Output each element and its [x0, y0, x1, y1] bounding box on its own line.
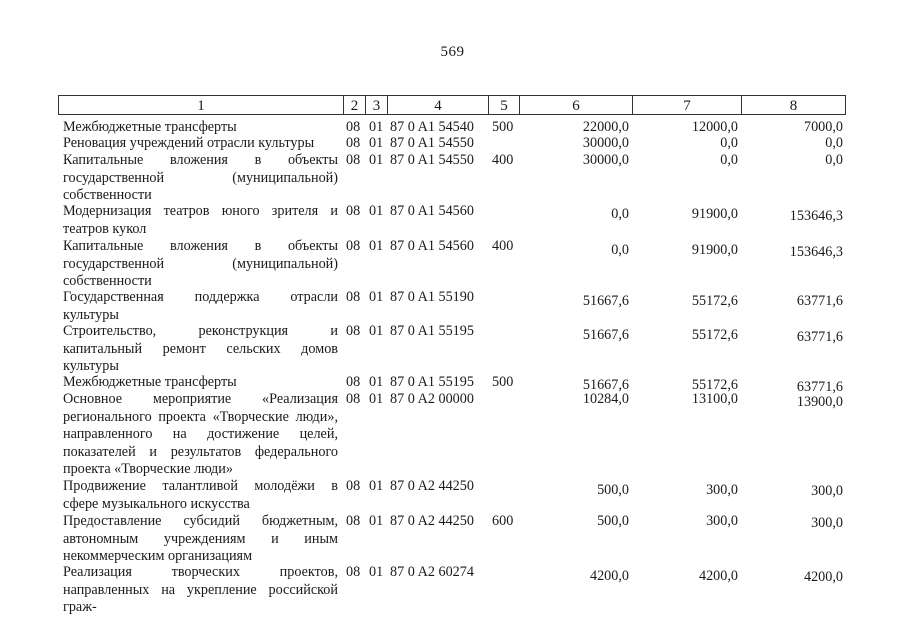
row-amount-7: 0,0 [720, 152, 738, 168]
row-section: 08 [346, 289, 361, 305]
row-section: 08 [346, 323, 361, 339]
row-expense-type: 500 [492, 374, 514, 390]
row-amount-7: 300,0 [706, 513, 738, 529]
row-amount-8: 153646,3 [789, 244, 843, 260]
header-col-1: 1 [58, 95, 343, 115]
row-amount-7: 91900,0 [691, 242, 738, 258]
header-col-5: 5 [488, 95, 519, 115]
row-amount-6: 51667,6 [582, 293, 629, 309]
row-section: 08 [346, 478, 361, 494]
row-target-code: 87 0 A1 54550 [390, 152, 474, 168]
row-name: Реализация творческих проектов, направленных на укрепление российской граж- [63, 564, 338, 615]
row-section: 08 [346, 203, 361, 219]
header-col-6: 6 [519, 95, 632, 115]
row-section: 08 [346, 152, 361, 168]
row-target-code: 87 0 A1 54560 [390, 203, 474, 219]
row-expense-type: 600 [492, 513, 514, 529]
row-target-code: 87 0 A1 54550 [390, 135, 474, 151]
row-name: Модернизация театров юного зрителя и театров кукол [63, 203, 338, 237]
row-amount-6: 10284,0 [582, 391, 629, 407]
row-section: 08 [346, 374, 361, 390]
row-name: Межбюджетные трансферты [63, 119, 237, 135]
row-subsection: 01 [369, 152, 384, 168]
row-subsection: 01 [369, 119, 384, 135]
row-amount-6: 30000,0 [582, 135, 629, 151]
row-name: Реновация учреждений отрасли культуры [63, 135, 315, 151]
row-amount-6: 4200,0 [589, 568, 629, 584]
row-amount-8: 7000,0 [803, 119, 843, 135]
row-amount-6: 500,0 [597, 482, 629, 498]
row-amount-6: 30000,0 [582, 152, 629, 168]
row-name: Капитальные вложения в объекты государственной (муниципальной) собственности [63, 238, 338, 289]
header-col-3: 3 [365, 95, 387, 115]
row-amount-8: 300,0 [811, 515, 843, 531]
row-amount-6: 500,0 [597, 513, 629, 529]
row-amount-6: 22000,0 [582, 119, 629, 135]
row-amount-8: 63771,6 [796, 329, 843, 345]
row-expense-type: 400 [492, 238, 514, 254]
header-col-2: 2 [343, 95, 365, 115]
row-amount-7: 13100,0 [691, 391, 738, 407]
row-name: Предоставление субсидий бюджетным, автономным учреждениям и иным некоммерческим организациям [63, 513, 338, 564]
row-amount-8: 4200,0 [803, 569, 843, 585]
row-target-code: 87 0 A2 44250 [390, 513, 474, 529]
row-name: Капитальные вложения в объекты государственной (муниципальной) собственности [63, 152, 338, 203]
row-section: 08 [346, 119, 361, 135]
row-amount-7: 300,0 [706, 482, 738, 498]
row-target-code: 87 0 A2 44250 [390, 478, 474, 494]
row-amount-6: 51667,6 [582, 327, 629, 343]
row-amount-7: 12000,0 [691, 119, 738, 135]
row-subsection: 01 [369, 564, 384, 580]
row-amount-7: 91900,0 [691, 206, 738, 222]
row-subsection: 01 [369, 323, 384, 339]
row-amount-8: 63771,6 [796, 379, 843, 395]
row-amount-6: 51667,6 [582, 377, 629, 393]
row-name: Государственная поддержка отрасли культуры [63, 289, 338, 323]
page-number: 569 [440, 44, 465, 60]
row-section: 08 [346, 513, 361, 529]
row-target-code: 87 0 A2 60274 [390, 564, 474, 580]
row-subsection: 01 [369, 374, 384, 390]
row-subsection: 01 [369, 203, 384, 219]
row-subsection: 01 [369, 289, 384, 305]
row-amount-6: 0,0 [611, 242, 629, 258]
row-subsection: 01 [369, 513, 384, 529]
row-amount-7: 55172,6 [691, 377, 738, 393]
row-target-code: 87 0 A1 55190 [390, 289, 474, 305]
row-section: 08 [346, 391, 361, 407]
row-amount-8: 63771,6 [796, 293, 843, 309]
row-amount-7: 55172,6 [691, 327, 738, 343]
row-name: Основное мероприятие «Реализация регионального проекта «Творческие люди», направленного на достижение целей, показателей и результатов федерального проекта «Творческие люди» [63, 391, 338, 477]
row-section: 08 [346, 135, 361, 151]
row-amount-7: 4200,0 [698, 568, 738, 584]
row-amount-7: 55172,6 [691, 293, 738, 309]
row-subsection: 01 [369, 391, 384, 407]
row-target-code: 87 0 A2 00000 [390, 391, 474, 407]
row-amount-6: 0,0 [611, 206, 629, 222]
header-col-8: 8 [741, 95, 846, 115]
header-col-7: 7 [632, 95, 741, 115]
row-subsection: 01 [369, 238, 384, 254]
row-name: Строительство, реконструкция и капитальный ремонт сельских домов культуры [63, 323, 338, 374]
row-name: Продвижение талантливой молодёжи в сфере музыкального искусства [63, 478, 338, 512]
row-amount-8: 300,0 [811, 483, 843, 499]
row-amount-7: 0,0 [720, 135, 738, 151]
row-expense-type: 400 [492, 152, 514, 168]
row-amount-8: 0,0 [825, 152, 843, 168]
row-name: Межбюджетные трансферты [63, 374, 237, 390]
row-amount-8: 13900,0 [796, 394, 843, 410]
row-target-code: 87 0 A1 54560 [390, 238, 474, 254]
row-section: 08 [346, 238, 361, 254]
row-target-code: 87 0 A1 55195 [390, 374, 474, 390]
row-amount-8: 153646,3 [789, 208, 843, 224]
row-subsection: 01 [369, 135, 384, 151]
row-expense-type: 500 [492, 119, 514, 135]
row-target-code: 87 0 A1 55195 [390, 323, 474, 339]
header-col-4: 4 [387, 95, 488, 115]
row-section: 08 [346, 564, 361, 580]
row-subsection: 01 [369, 478, 384, 494]
row-target-code: 87 0 A1 54540 [390, 119, 474, 135]
row-amount-8: 0,0 [825, 135, 843, 151]
